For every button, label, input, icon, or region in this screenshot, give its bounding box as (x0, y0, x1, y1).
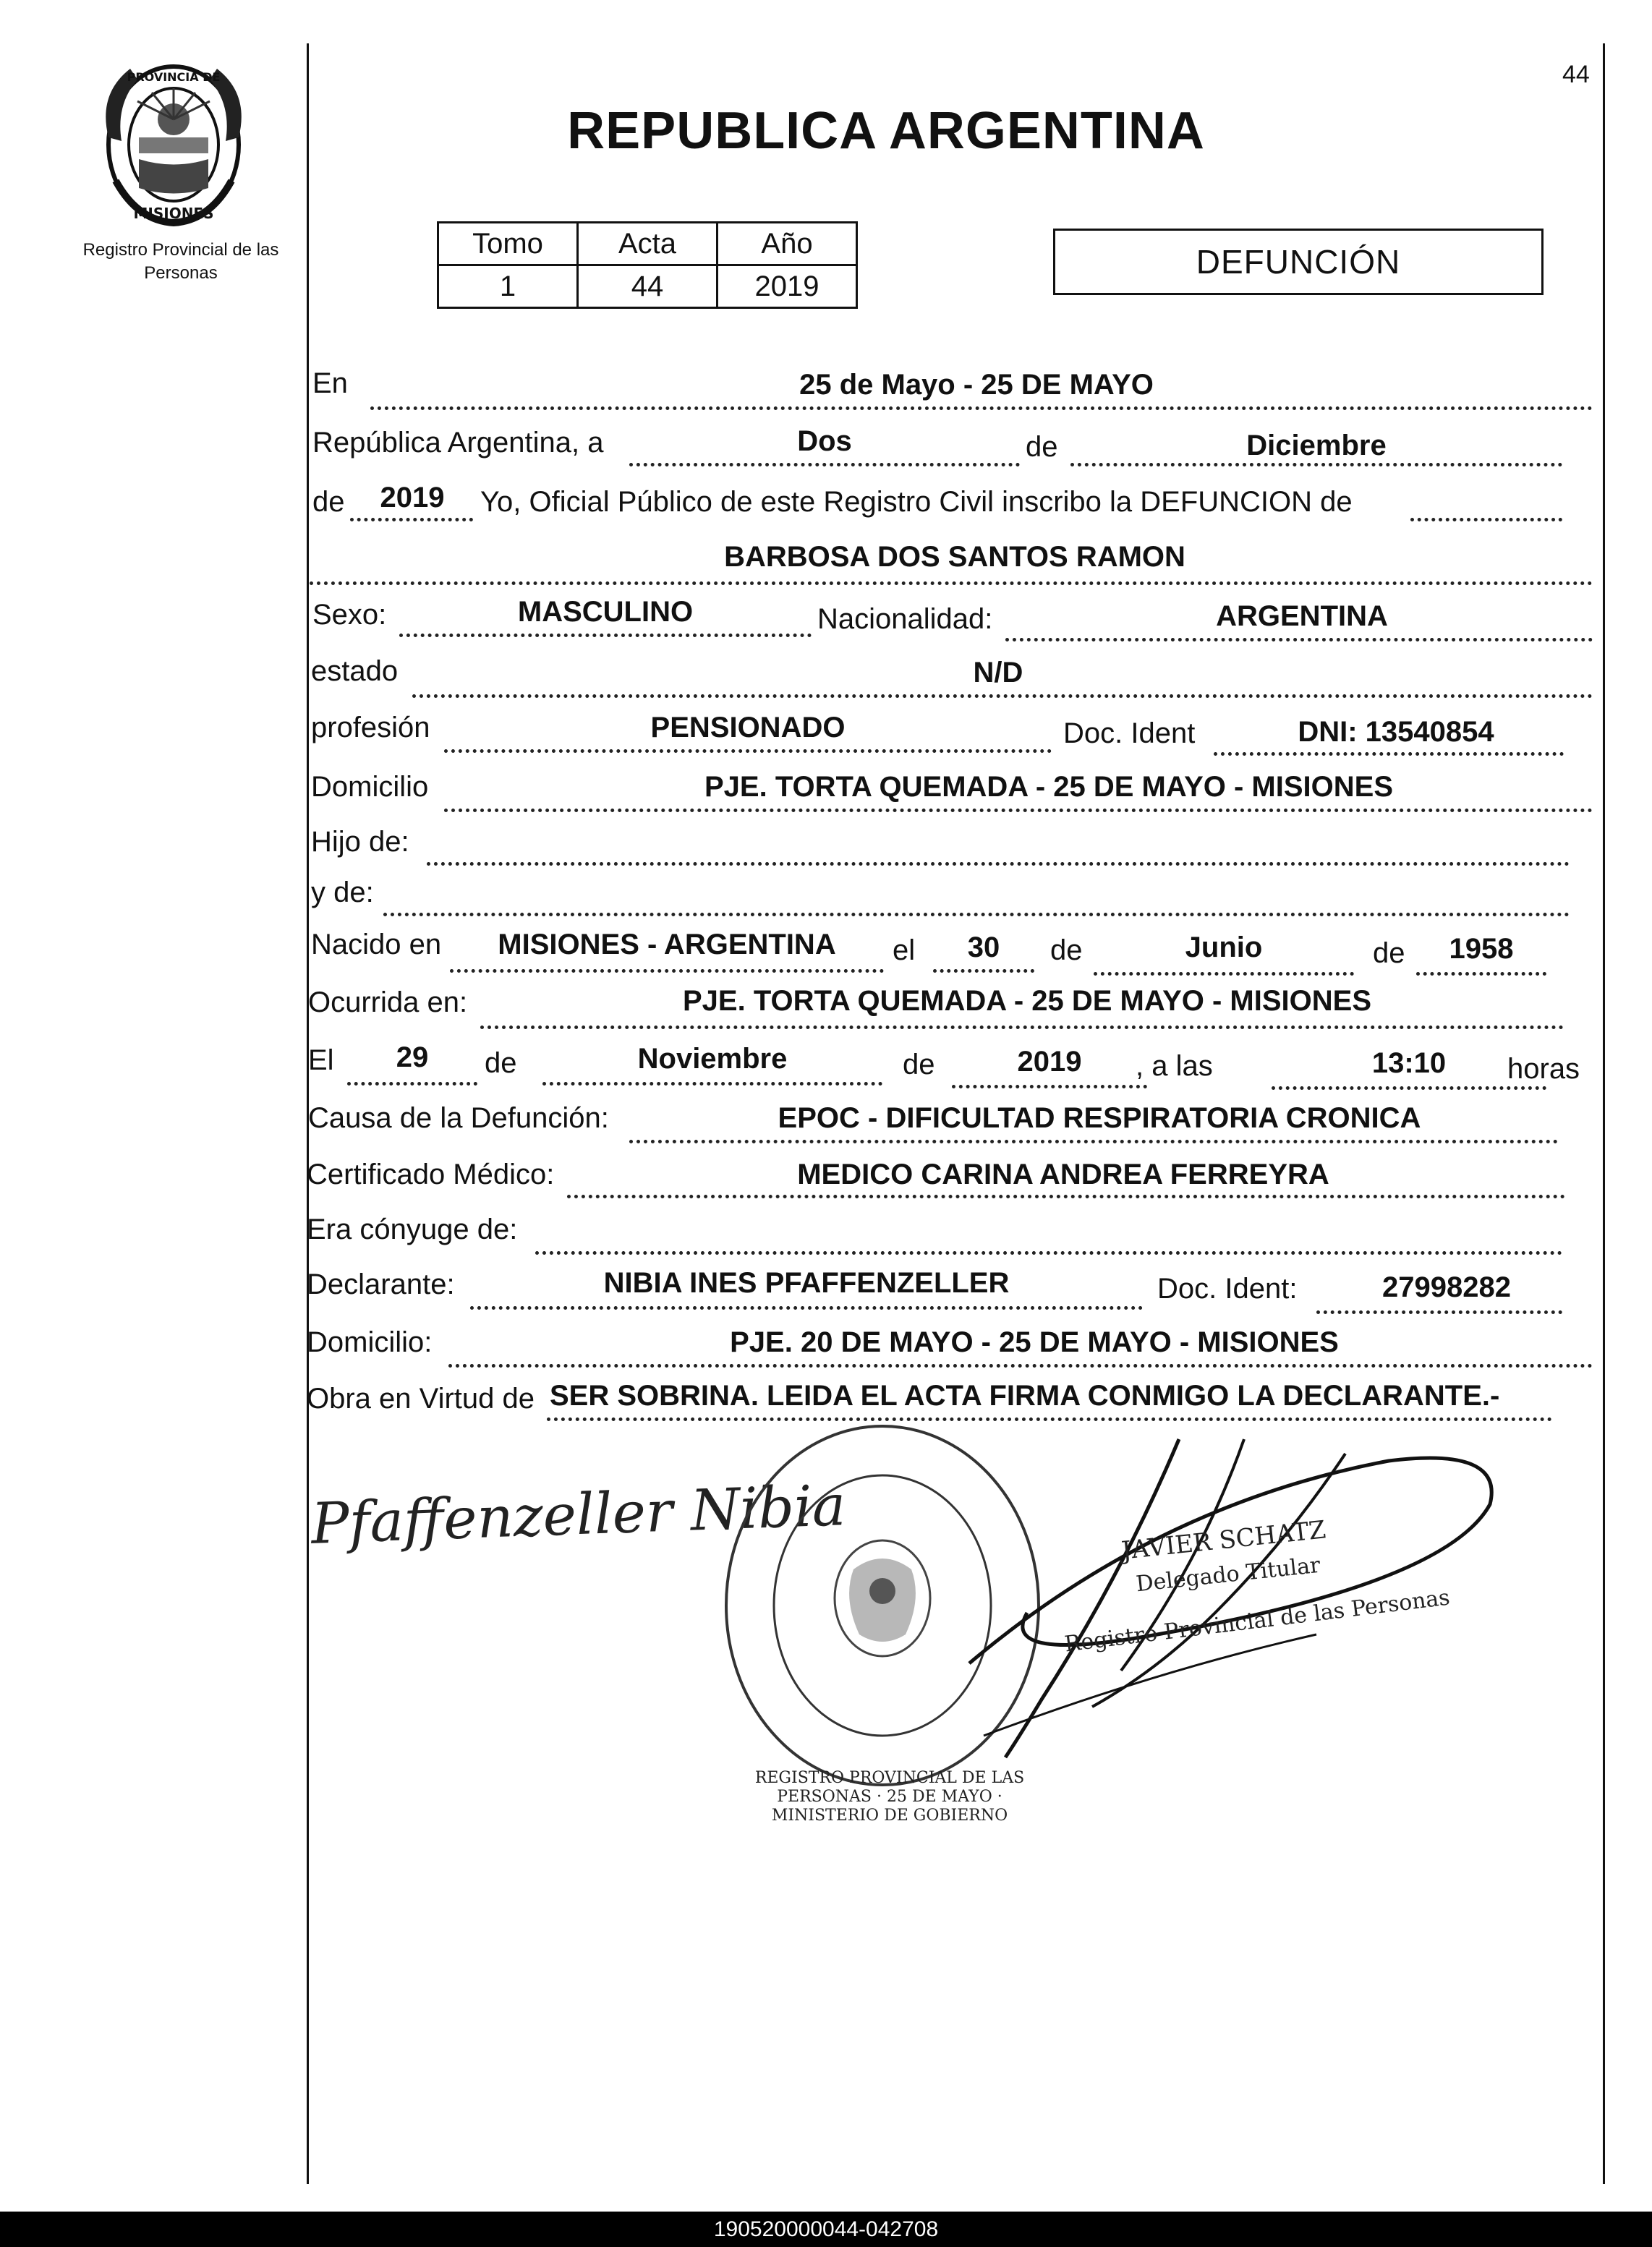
field-obra-en-virtud: SER SOBRINA. LEIDA EL ACTA FIRMA CONMIGO LA DECLARANTE.- (550, 1380, 1500, 1412)
dotted-line (1410, 518, 1562, 521)
label-el-dia: El (308, 1044, 334, 1076)
dotted-line (1316, 1310, 1562, 1314)
label-estado: estado (311, 655, 399, 687)
official-org: Registro Provincial de las Personas (1063, 1585, 1452, 1658)
dotted-line (448, 1364, 1593, 1368)
dotted-line (629, 463, 1020, 466)
field-anio-nacimiento: 1958 (1449, 933, 1514, 965)
label-nacionalidad: Nacionalidad: (817, 603, 993, 635)
dotted-line (1272, 1086, 1546, 1090)
field-certificado: MEDICO CARINA ANDREA FERREYRA (797, 1159, 1329, 1190)
field-dia-inscripcion: Dos (797, 425, 852, 457)
field-doc-declarante: 27998282 (1382, 1271, 1511, 1303)
dotted-line (535, 1251, 1562, 1255)
dotted-line (412, 694, 1593, 698)
label-de-anio-def: de (903, 1049, 935, 1080)
field-dia-nacimiento: 30 (967, 931, 1000, 963)
field-anio-inscripcion: 2019 (380, 482, 445, 513)
label-de-mes-nac: de (1050, 934, 1083, 966)
label-ocurrida-en: Ocurrida en: (308, 986, 468, 1018)
dotted-line (427, 862, 1570, 866)
label-sexo: Sexo: (312, 599, 387, 631)
field-domicilio: PJE. TORTA QUEMADA - 25 DE MAYO - MISIONES (704, 771, 1393, 803)
label-a-las: , a las (1136, 1050, 1213, 1082)
page-title: REPUBLICA ARGENTINA (567, 102, 1205, 160)
label-domicilio: Domicilio (311, 771, 429, 803)
dotted-line (350, 518, 473, 521)
label-horas: horas (1507, 1053, 1580, 1085)
page-number: 44 (1562, 61, 1590, 88)
label-obra: Obra en Virtud de (307, 1383, 535, 1415)
dotted-line (370, 406, 1593, 410)
dotted-line (933, 969, 1034, 973)
label-de: de (1026, 431, 1058, 463)
document-type-box: DEFUNCIÓN (1053, 229, 1544, 295)
field-domicilio-declarante: PJE. 20 DE MAYO - 25 DE MAYO - MISIONES (730, 1326, 1339, 1358)
label-de-mes-def: de (485, 1047, 517, 1079)
label-republica: República Argentina, a (312, 427, 604, 459)
field-sexo: MASCULINO (517, 596, 694, 628)
field-nacido-en: MISIONES - ARGENTINA (498, 929, 836, 960)
label-certificado: Certificado Médico: (307, 1159, 555, 1190)
label-de-anio-nac: de (1373, 937, 1405, 969)
label-y-de: y de: (311, 877, 374, 908)
svg-text:PROVINCIA DE: PROVINCIA DE (127, 70, 221, 84)
label-de-anio: de (312, 486, 345, 518)
label-profesion: profesión (311, 712, 430, 743)
registry-table-value-row (438, 265, 857, 308)
dotted-line (399, 634, 812, 637)
label-hijo-de: Hijo de: (311, 826, 409, 858)
dotted-line (470, 1306, 1143, 1310)
field-lugar: 25 de Mayo - 25 DE MAYO (799, 369, 1154, 401)
declarante-signature: Pfaffenzeller Nibia (310, 1473, 847, 1557)
dotted-line (444, 809, 1593, 812)
field-dia-defuncion: 29 (396, 1041, 429, 1073)
anio-header: Año (718, 223, 857, 265)
right-margin-line (1603, 43, 1605, 2184)
field-profesion: PENSIONADO (650, 712, 846, 743)
dotted-line (450, 969, 884, 973)
dotted-line (1214, 752, 1564, 756)
label-yo-oficial: Yo, Oficial Público de este Registro Civil inscribo la DEFUNCION de (480, 486, 1353, 518)
dotted-line (480, 1026, 1564, 1029)
field-anio-defuncion: 2019 (1017, 1046, 1082, 1078)
official-title: Delegado Titular (1134, 1552, 1321, 1598)
field-nacionalidad: ARGENTINA (1216, 600, 1388, 632)
acta-value: 44 (578, 265, 718, 308)
dotted-line (1416, 972, 1546, 976)
round-stamp-text: REGISTRO PROVINCIAL DE LAS PERSONAS · 25 DE MAYO · MINISTERIO DE GOBIERNO (754, 1769, 1025, 1825)
field-mes-defuncion: Noviembre (637, 1043, 788, 1075)
acta-header: Acta (578, 223, 718, 265)
label-domicilio-declarante: Domicilio: (307, 1326, 433, 1358)
svg-text:MISIONES: MISIONES (133, 205, 214, 222)
dotted-line (383, 913, 1570, 916)
dotted-line (1070, 463, 1562, 466)
field-estado: N/D (973, 657, 1023, 688)
dotted-line (1094, 972, 1354, 976)
label-declarante: Declarante: (307, 1269, 455, 1300)
field-mes-inscripcion: Diciembre (1246, 430, 1387, 461)
field-mes-nacimiento: Junio (1185, 931, 1263, 963)
tomo-value: 1 (438, 265, 578, 308)
label-el: el (893, 934, 916, 966)
label-conyuge: Era cónyuge de: (307, 1214, 518, 1245)
dotted-line (444, 749, 1052, 753)
tomo-header: Tomo (438, 223, 578, 265)
label-doc-ident-declarante: Doc. Ident: (1157, 1273, 1298, 1305)
dotted-line (952, 1085, 1147, 1088)
issuer-label: Registro Provincial de las Personas (82, 240, 279, 283)
dotted-line (347, 1082, 477, 1086)
registry-table (437, 221, 858, 309)
official-name: JAVIER SCHATZ (1120, 1515, 1327, 1566)
label-en: En (312, 367, 348, 399)
label-nacido-en: Nacido en (311, 929, 442, 960)
dotted-line (567, 1195, 1565, 1198)
dotted-line (629, 1140, 1558, 1143)
dotted-line (542, 1082, 882, 1086)
registry-table-header-row (438, 223, 857, 265)
field-hora-defuncion: 13:10 (1371, 1047, 1447, 1079)
label-causa: Causa de la Defunción: (308, 1102, 609, 1134)
barcode-id-footer: 190520000044-042708 (0, 2212, 1652, 2247)
field-declarante: NIBIA INES PFAFFENZELLER (603, 1267, 1010, 1299)
field-causa: EPOC - DIFICULTAD RESPIRATORIA CRONICA (778, 1102, 1421, 1134)
anio-value: 2019 (718, 265, 857, 308)
dotted-line (310, 581, 1593, 585)
field-doc-ident: DNI: 13540854 (1298, 716, 1494, 748)
field-nombre: BARBOSA DOS SANTOS RAMON (724, 541, 1185, 573)
dotted-line (1005, 638, 1593, 641)
field-ocurrida-en: PJE. TORTA QUEMADA - 25 DE MAYO - MISIONES (683, 985, 1371, 1017)
label-doc-ident: Doc. Ident (1063, 717, 1196, 749)
